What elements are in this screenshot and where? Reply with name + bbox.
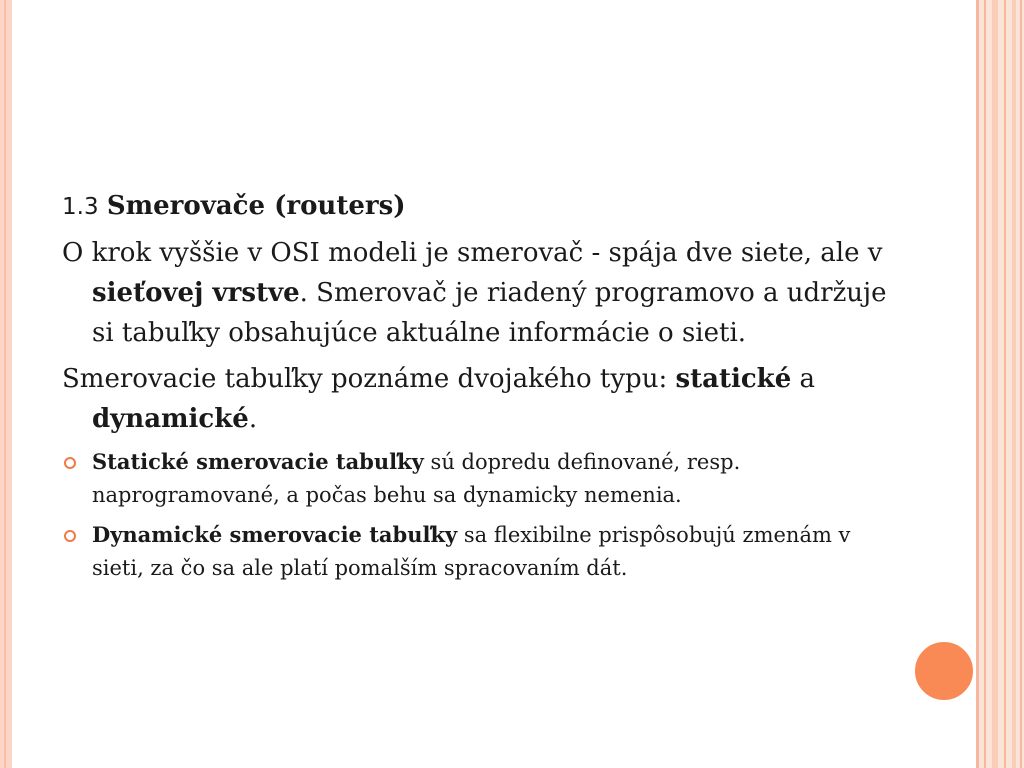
slide-content: [62, 186, 892, 591]
paragraph-osi-text-2: . Smerovač je riadený programovo a udržuje si tabuľky obsahujúce aktuálne informácie o sieti.: [92, 278, 887, 348]
heading-title: Smerovače (routers): [106, 191, 406, 221]
right-border-decoration: [976, 0, 1024, 768]
paragraph-types-static: statické: [675, 364, 792, 394]
paragraph-types-text-1: Smerovacie tabuľky poznáme dvojakého typu:: [62, 364, 676, 394]
paragraph-osi-text-1: O krok vyššie v OSI modeli je smerovač - spája dve siete, ale v: [62, 238, 883, 268]
left-border-decoration: [0, 0, 12, 768]
bullet-dynamic-bold: Dynamické smerovacie tabuľky: [92, 522, 458, 547]
bullet-circle-icon: [64, 530, 76, 542]
paragraph-table-types: [62, 359, 892, 439]
paragraph-osi: [62, 233, 892, 353]
bullet-dynamic-tables: [62, 518, 892, 585]
bullet-static-tables: [62, 445, 892, 512]
bullet-dynamic-text: sa flexibilne prispôsobujú zmenám v sieti, za čo sa ale platí pomalším spracovaním dát.: [92, 523, 851, 580]
slide-heading: [62, 186, 892, 227]
bullet-circle-icon: [64, 457, 76, 469]
paragraph-types-dynamic: dynamické: [92, 404, 249, 434]
paragraph-osi-bold: sieťovej vrstve: [92, 278, 300, 308]
bullet-static-text: sú dopredu definované, resp. naprogramované, a počas behu sa dynamicky nemenia.: [92, 450, 741, 507]
paragraph-types-and: a: [791, 364, 816, 394]
bullet-static-bold: Statické smerovacie tabuľky: [92, 449, 424, 474]
heading-number: 1.3: [62, 194, 99, 220]
paragraph-types-end: .: [248, 404, 258, 434]
decorative-circle: [913, 640, 975, 702]
